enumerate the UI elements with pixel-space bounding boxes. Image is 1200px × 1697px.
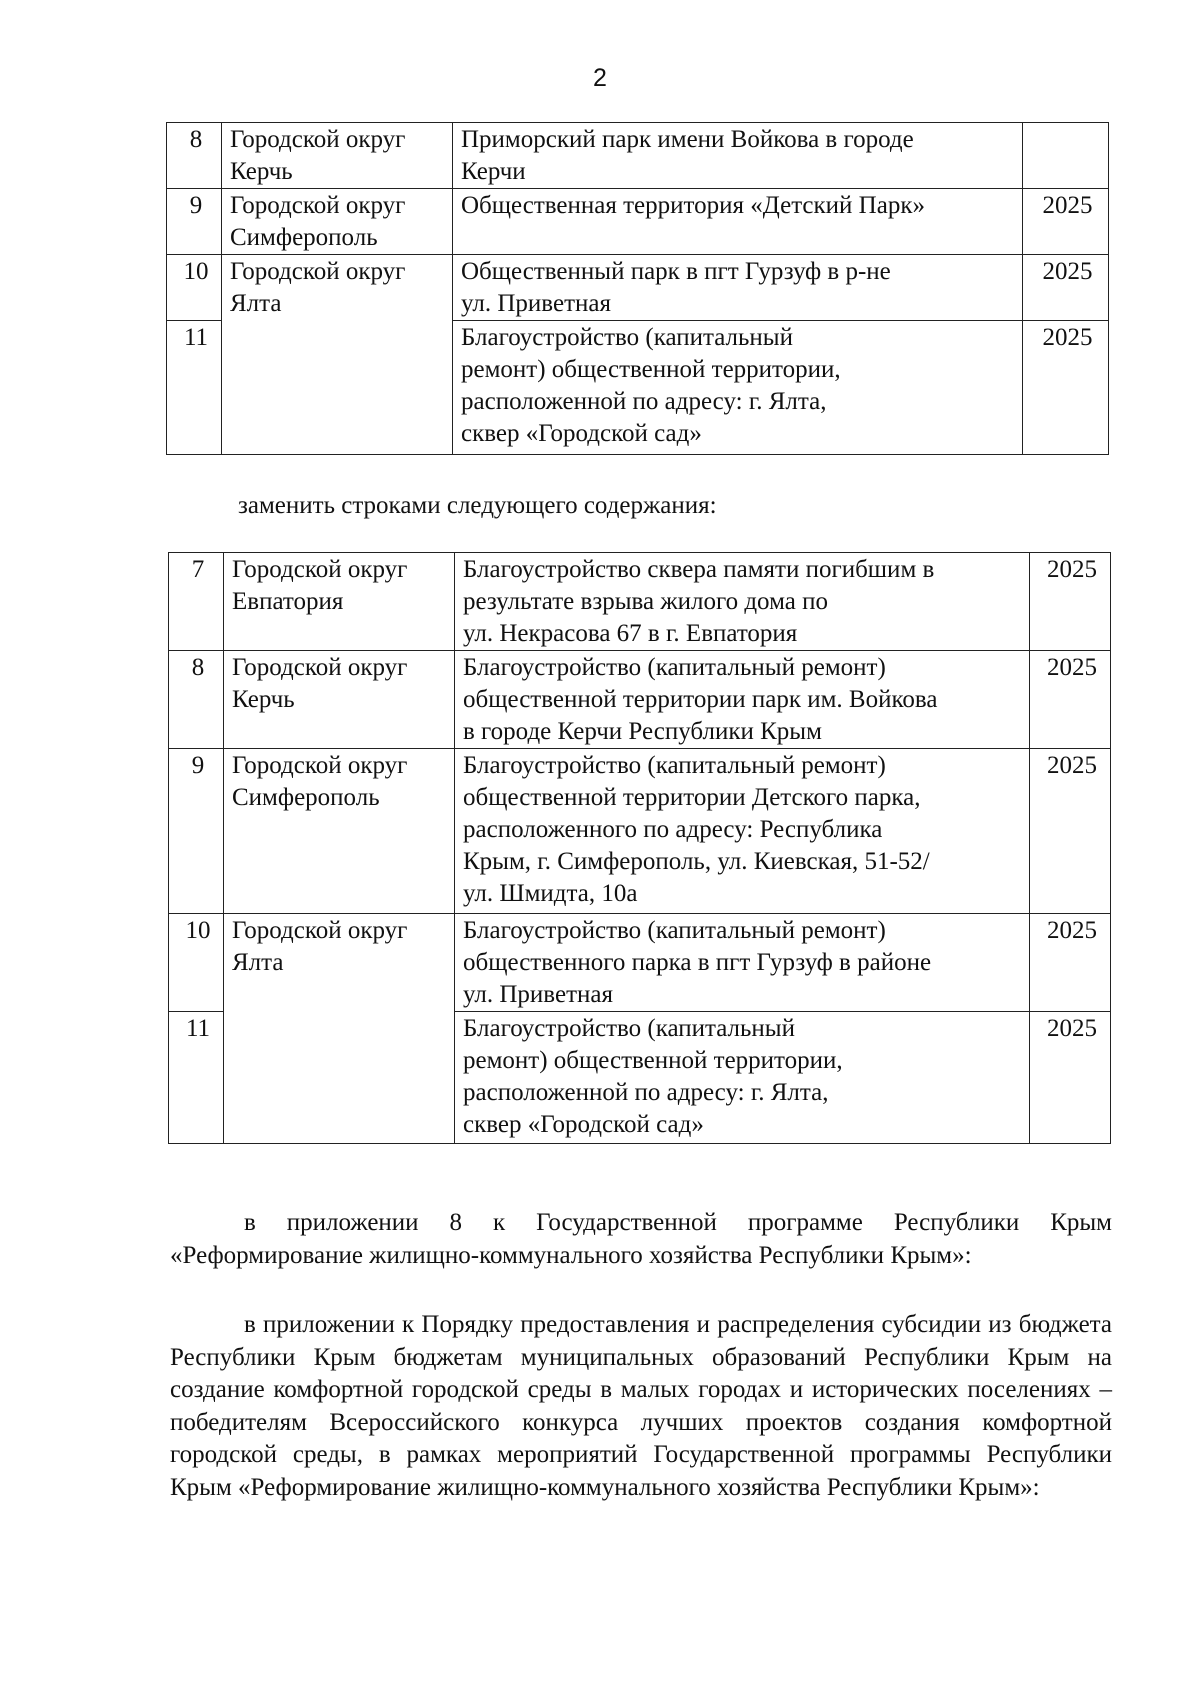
object-cell: Благоустройство (капитальный ремонт) общественного парка в пгт Гурзуф в районе ул. Приветная xyxy=(455,914,1030,1012)
old-rows-table xyxy=(166,122,1109,455)
year-cell: 2025 xyxy=(1030,914,1111,1012)
new-rows-table xyxy=(168,552,1111,1144)
district-cell: Городской округ Симферополь xyxy=(222,189,453,255)
district-cell: Городской округ Керчь xyxy=(222,123,453,189)
object-cell: Благоустройство (капитальный ремонт) общественной территории Детского парка, расположенного по адресу: Республика Крым, г. Симферополь, ул. Киевская, 51-52/ ул. Шмидта, 10а xyxy=(455,749,1030,914)
row-number: 9 xyxy=(169,749,224,914)
table-row xyxy=(169,553,1111,651)
object-cell: Приморский парк имени Войкова в городе Керчи xyxy=(453,123,1023,189)
district-cell: Городской округ Керчь xyxy=(224,651,455,749)
row-number: 11 xyxy=(167,321,222,455)
table-row xyxy=(169,749,1111,914)
object-cell: Общественный парк в пгт Гурзуф в р-не ул. Приветная xyxy=(453,255,1023,321)
replace-note: заменить строками следующего содержания: xyxy=(238,492,717,519)
table-row xyxy=(167,123,1109,189)
year-cell: 2025 xyxy=(1030,749,1111,914)
paragraph-annex-8: в приложении 8 к Государственной программе Республики Крым «Реформирование жилищно-коммунального хозяйства Республики Крым»: xyxy=(170,1209,1112,1269)
row-number: 8 xyxy=(167,123,222,189)
year-cell: 2025 xyxy=(1030,553,1111,651)
district-cell: Городской округ Ялта xyxy=(224,914,455,1144)
row-number: 11 xyxy=(169,1012,224,1144)
table-row xyxy=(167,255,1109,321)
object-cell: Благоустройство (капитальный ремонт) общественной территории, расположенной по адресу: г. Ялта, сквер «Городской сад» xyxy=(453,321,1023,455)
paragraph-subsidy-order: в приложении к Порядку предоставления и распределения субсидии из бюджета Республики Крым бюджетам муниципальных образований Республики Крым на создание комфортной городской среды в малых городах и исторических поселениях – победителям Всероссийского конкурса лучших проектов создания комфортной городской среды, в рамках мероприятий Государственной программы Республики Крым «Реформирование жилищно-коммунального хозяйства Республики Крым»: xyxy=(170,1311,1112,1501)
table-row xyxy=(169,651,1111,749)
district-cell: Городской округ Евпатория xyxy=(224,553,455,651)
table-row xyxy=(169,914,1111,1012)
year-cell: 2025 xyxy=(1030,1012,1111,1144)
row-number: 8 xyxy=(169,651,224,749)
year-cell: 2025 xyxy=(1023,321,1109,455)
year-cell xyxy=(1023,123,1109,189)
year-cell: 2025 xyxy=(1023,255,1109,321)
object-cell: Благоустройство (капитальный ремонт) общественной территории парк им. Войкова в городе Керчи Республики Крым xyxy=(455,651,1030,749)
page-number: 2 xyxy=(593,64,607,92)
row-number: 10 xyxy=(169,914,224,1012)
year-cell: 2025 xyxy=(1023,189,1109,255)
object-cell: Благоустройство сквера памяти погибшим в результате взрыва жилого дома по ул. Некрасова 67 в г. Евпатория xyxy=(455,553,1030,651)
table-row xyxy=(167,189,1109,255)
object-cell: Благоустройство (капитальный ремонт) общественной территории, расположенной по адресу: г. Ялта, сквер «Городской сад» xyxy=(455,1012,1030,1144)
row-number: 10 xyxy=(167,255,222,321)
district-cell: Городской округ Ялта xyxy=(222,255,453,455)
year-cell: 2025 xyxy=(1030,651,1111,749)
row-number: 9 xyxy=(167,189,222,255)
row-number: 7 xyxy=(169,553,224,651)
district-cell: Городской округ Симферополь xyxy=(224,749,455,914)
object-cell: Общественная территория «Детский Парк» xyxy=(453,189,1023,255)
